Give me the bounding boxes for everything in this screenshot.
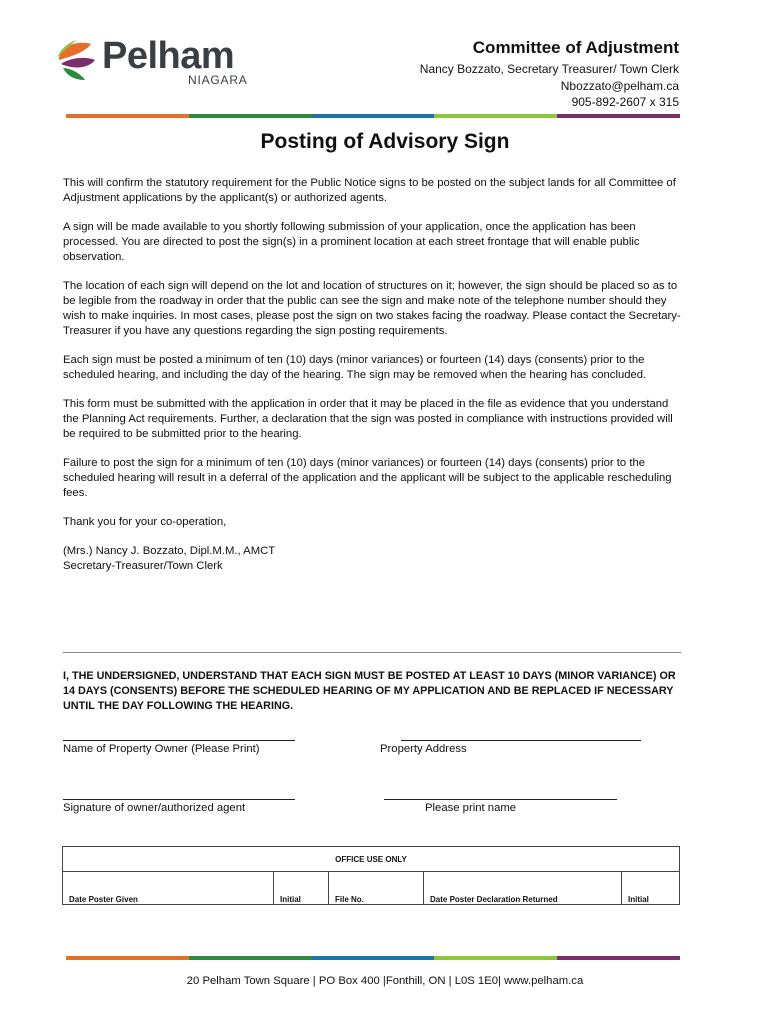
property-address-label: Property Address xyxy=(380,743,467,755)
signatory-title: Secretary-Treasurer/Town Clerk xyxy=(63,560,223,572)
print-name-line[interactable] xyxy=(384,799,617,800)
pelham-logo xyxy=(55,35,265,90)
stripe-segment xyxy=(434,114,557,118)
header-color-stripe xyxy=(66,114,680,118)
property-address-line[interactable] xyxy=(401,740,641,741)
signatory-name: (Mrs.) Nancy J. Bozzato, Dipl.M.M., AMCT xyxy=(63,545,276,557)
file-no-cell[interactable]: File No. xyxy=(329,872,424,905)
initial-cell-2[interactable]: Initial xyxy=(622,872,680,905)
signature-label: Signature of owner/authorized agent xyxy=(63,802,246,814)
contact-phone: 905-892-2607 x 315 xyxy=(571,95,679,109)
logo-name: Pelham xyxy=(102,35,235,77)
paragraph: This will confirm the statutory requirement for the Public Notice signs to be posted on the subject lands for all Committee of Adjustment applications by the applicant(s) or authorized agents. xyxy=(63,177,676,204)
paragraph: Failure to post the sign for a minimum of ten (10) days (minor variances) or fourteen (14) days (consents) prior to the scheduled hearing will result in a deferral of the application and the applicant will be subject to the applicable rescheduling fees. xyxy=(63,457,672,499)
paragraph: The location of each sign will depend on the lot and location of structures on it; however, the sign should be placed so as to be legible from the roadway in order that the public can see the sign and make note of the telephone number should they wish to make inquiries. In most cases, please post the sign on two stakes facing the roadway. Please contact the Secretary-Treasurer if you have any questions regarding the sign posting requirements. xyxy=(63,280,681,337)
contact-email: Nbozzato@pelham.ca xyxy=(560,78,679,93)
footer-color-stripe xyxy=(66,956,680,960)
document-body xyxy=(63,176,681,574)
stripe-segment xyxy=(557,114,680,118)
paragraph: Each sign must be posted a minimum of ten (10) days (minor variances) or fourteen (14) days (consents) prior to the scheduled hearing, and including the day of the hearing. The sign may be removed when the hearing has concluded. xyxy=(63,354,647,381)
office-use-header: OFFICE USE ONLY xyxy=(63,847,680,872)
date-declaration-returned-cell[interactable]: Date Poster Declaration Returned xyxy=(424,872,622,905)
stripe-segment xyxy=(434,956,557,960)
stripe-segment xyxy=(66,956,189,960)
committee-title: Committee of Adjustment xyxy=(472,38,679,57)
office-use-table xyxy=(62,846,680,905)
owner-name-line[interactable] xyxy=(63,740,295,741)
document-title: Posting of Advisory Sign xyxy=(260,130,510,153)
org-header xyxy=(420,38,679,111)
print-name-label: Please print name xyxy=(425,802,517,814)
stripe-segment xyxy=(312,956,435,960)
declaration-text: I, THE UNDERSIGNED, UNDERSTAND THAT EACH SIGN MUST BE POSTED AT LEAST 10 DAYS (MINOR VARIANCE) OR 14 DAYS (CONSENTS) BEFORE THE SCHEDULED HEARING OF MY APPLICATION AND BE REPLACED IF NECESSARY UNTIL THE DAY FOLLOWING THE HEARING. xyxy=(63,670,676,712)
initial-cell[interactable]: Initial xyxy=(274,872,329,905)
contact-name: Nancy Bozzato, Secretary Treasurer/ Town Clerk xyxy=(419,62,679,76)
signatory-block xyxy=(63,544,681,574)
stripe-segment xyxy=(189,956,312,960)
thanks-line: Thank you for your co-operation, xyxy=(63,516,227,528)
stripe-segment xyxy=(312,114,435,118)
section-divider xyxy=(63,652,681,653)
stripe-segment xyxy=(189,114,312,118)
stripe-segment xyxy=(557,956,680,960)
signature-line[interactable] xyxy=(63,799,295,800)
footer-address: 20 Pelham Town Square | PO Box 400 |Fonthill, ON | L0S 1E0| www.pelham.ca xyxy=(186,975,584,987)
logo-subtitle: NIAGARA xyxy=(188,73,248,87)
table-row xyxy=(63,872,680,905)
owner-name-label: Name of Property Owner (Please Print) xyxy=(63,743,260,755)
date-poster-given-cell[interactable]: Date Poster Given xyxy=(63,872,274,905)
paragraph: A sign will be made available to you shortly following submission of your application, once the application has been processed. You are directed to post the sign(s) in a prominent location at each street frontage that will enable public observation. xyxy=(63,221,640,263)
stripe-segment xyxy=(66,114,189,118)
paragraph: This form must be submitted with the application in order that it may be placed in the file as evidence that you understand the Planning Act requirements. Further, a declaration that the sign was posted in compliance with instructions provided will be required to be submitted prior to the hearing. xyxy=(63,398,673,440)
pelham-leaf-icon xyxy=(55,38,99,82)
